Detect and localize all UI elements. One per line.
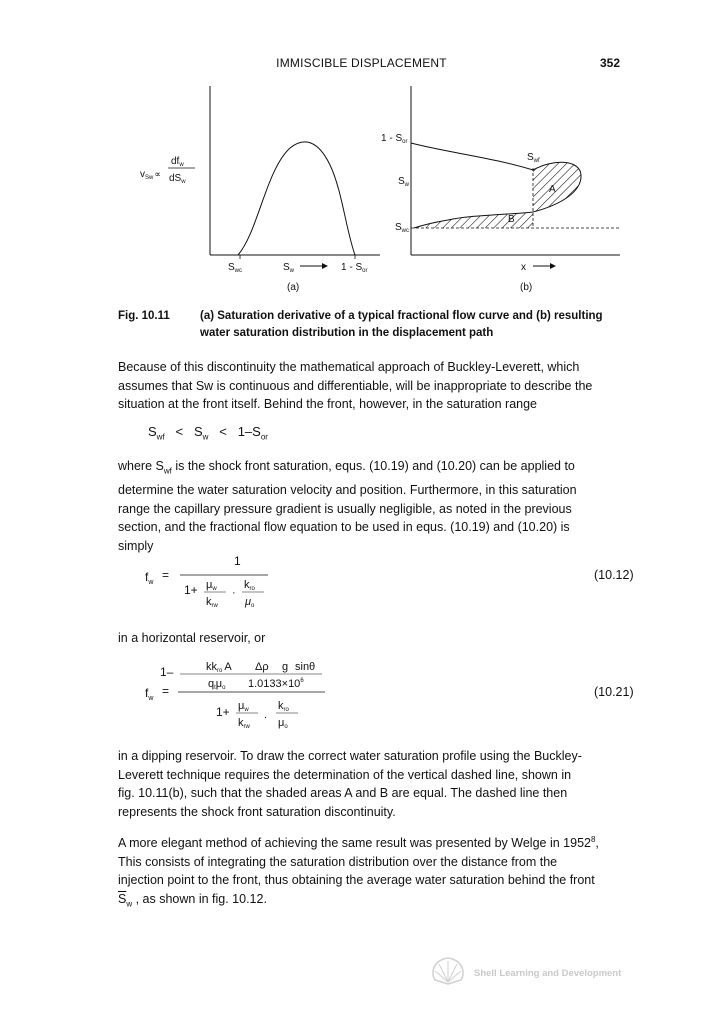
svg-text:1+: 1+: [184, 583, 198, 597]
paragraph-5: A more elegant method of achieving the same result was presented by Welge in 1952$^8$, This consists of integrating the saturation distribution over the distance from the injection point to the front, thus obtaining the average water saturation behind the front $\overline{S}_w$ , as shown in fig. 10.12.: [118, 835, 599, 909]
svg-text:μo: μo: [245, 596, 255, 609]
panel-b-label: (b): [520, 282, 533, 293]
svg-text:sinθ: sinθ: [295, 661, 316, 673]
panel-a: [140, 86, 380, 293]
svg-text:1: 1: [234, 554, 241, 568]
svg-text:1.0133×106: $1.0133\times 10^6$: [248, 678, 304, 690]
caption-line-1: (a) Saturation derivative of a typical fractional flow curve and (b) resulting: [200, 310, 603, 322]
svg-text:krw: krw: [206, 596, 218, 609]
paragraph-1: Because of this discontinuity the mathematical approach of Buckley-Leverett, which assumes that Sw is continuous and differentiable, will be inappropriate to describe the situation at the front itself. Behind the front, however, in the saturation range: [118, 360, 593, 411]
svg-text:kro: kro: [278, 700, 289, 713]
y-label-swc: $S_{wc}$: [395, 222, 410, 234]
paragraph-4: in a dipping reservoir. To draw the correct water saturation profile using the Buckley- Leverett technique requires the determination of the vertical dashed line, shown in fig. 10.11(b), such that the shaded areas A and B are equal. The dashed line then represents the shock front saturation discontinuity.: [118, 749, 582, 819]
area-b-hatch: [414, 212, 533, 228]
tick-label-sw: $S_w$: [283, 262, 295, 274]
svg-text:μw: μw: [238, 700, 249, 713]
panel-b: [381, 86, 620, 293]
svg-text:kro: kro: [244, 579, 255, 592]
equation-10-12: [140, 548, 280, 618]
paragraph-3: in a horizontal reservoir, or: [118, 631, 266, 645]
figure-caption: [118, 308, 638, 344]
svg-text:Δρ: Δρ: [255, 661, 269, 673]
running-header: IMMISCIBLE DISPLACEMENT: [276, 56, 447, 70]
svg-text:=: =: [162, 684, 170, 698]
area-a-hatch: [533, 162, 581, 212]
ylabel-numerator: $df_w$: [171, 156, 184, 168]
svg-text:.: .: [264, 709, 268, 721]
label-area-a: A: [549, 184, 556, 195]
footer-brand: Shell Learning and Development: [474, 968, 622, 979]
tick-label-1sor: $1 - S_{or}$: [341, 262, 368, 274]
svg-text:fw: $f_w$: [145, 686, 154, 702]
y-label-sw: $S_w$: [398, 176, 410, 188]
svg-text:μo: μo: [278, 717, 288, 730]
label-swf: $S_{wf}$: [527, 152, 540, 164]
panel-a-label: (a): [287, 282, 300, 293]
tick-label-swc: $S_{wc}$: [228, 262, 243, 274]
xlabel-x: x: [521, 262, 526, 273]
ylabel-v: $v_{Sw}\propto$: [140, 169, 161, 181]
svg-text:qtμo: qtμo: [208, 678, 226, 691]
svg-text:fw: $f_w$: [145, 570, 154, 586]
shell-logo-icon: [430, 956, 466, 986]
svg-text:g: g: [282, 661, 289, 673]
svg-text:krw: krw: [238, 717, 250, 730]
svg-text:1+: 1+: [216, 705, 230, 719]
equation-10-21: [140, 652, 340, 742]
paragraph-2: where $S_{wf}$ is the shock front saturation, equs. (10.19) and (10.20) can be applied to determine the water saturation velocity and position. Furthermore, in this saturation range the capillary pressure gradient is usually negligible, as noted in the previous section, and the fractional flow equation to be used in equs. (10.19) and (10.20) is simply: [118, 459, 577, 553]
caption-label: Fig. 10.11: [118, 310, 170, 322]
svg-text:1–: 1–: [160, 665, 174, 679]
y-label-1sor: $1 - S_{or}$: [381, 133, 408, 145]
svg-text:μw: μw: [206, 579, 217, 592]
svg-text:=: =: [162, 568, 170, 582]
ylabel-denominator: $dS_w$: [169, 173, 186, 185]
svg-text:kkroA: kkro A: [206, 661, 232, 674]
average-sw-symbol: $\overline{S}$: [118, 891, 127, 906]
caption-line-2: water saturation distribution in the displacement path: [200, 327, 494, 339]
saturation-inequality: $S_{wf}$ < $S_w$ < $1-S_{or}$: [148, 424, 268, 442]
saturation-derivative-curve: [238, 142, 355, 255]
label-area-b: B: [508, 214, 515, 225]
svg-text:·: ·: [232, 587, 236, 599]
page-number: 352: [600, 56, 621, 70]
equation-number-10-21: (10.21): [594, 685, 634, 699]
equation-number-10-12: (10.12): [594, 568, 634, 582]
figure-10-11: [0, 0, 723, 305]
